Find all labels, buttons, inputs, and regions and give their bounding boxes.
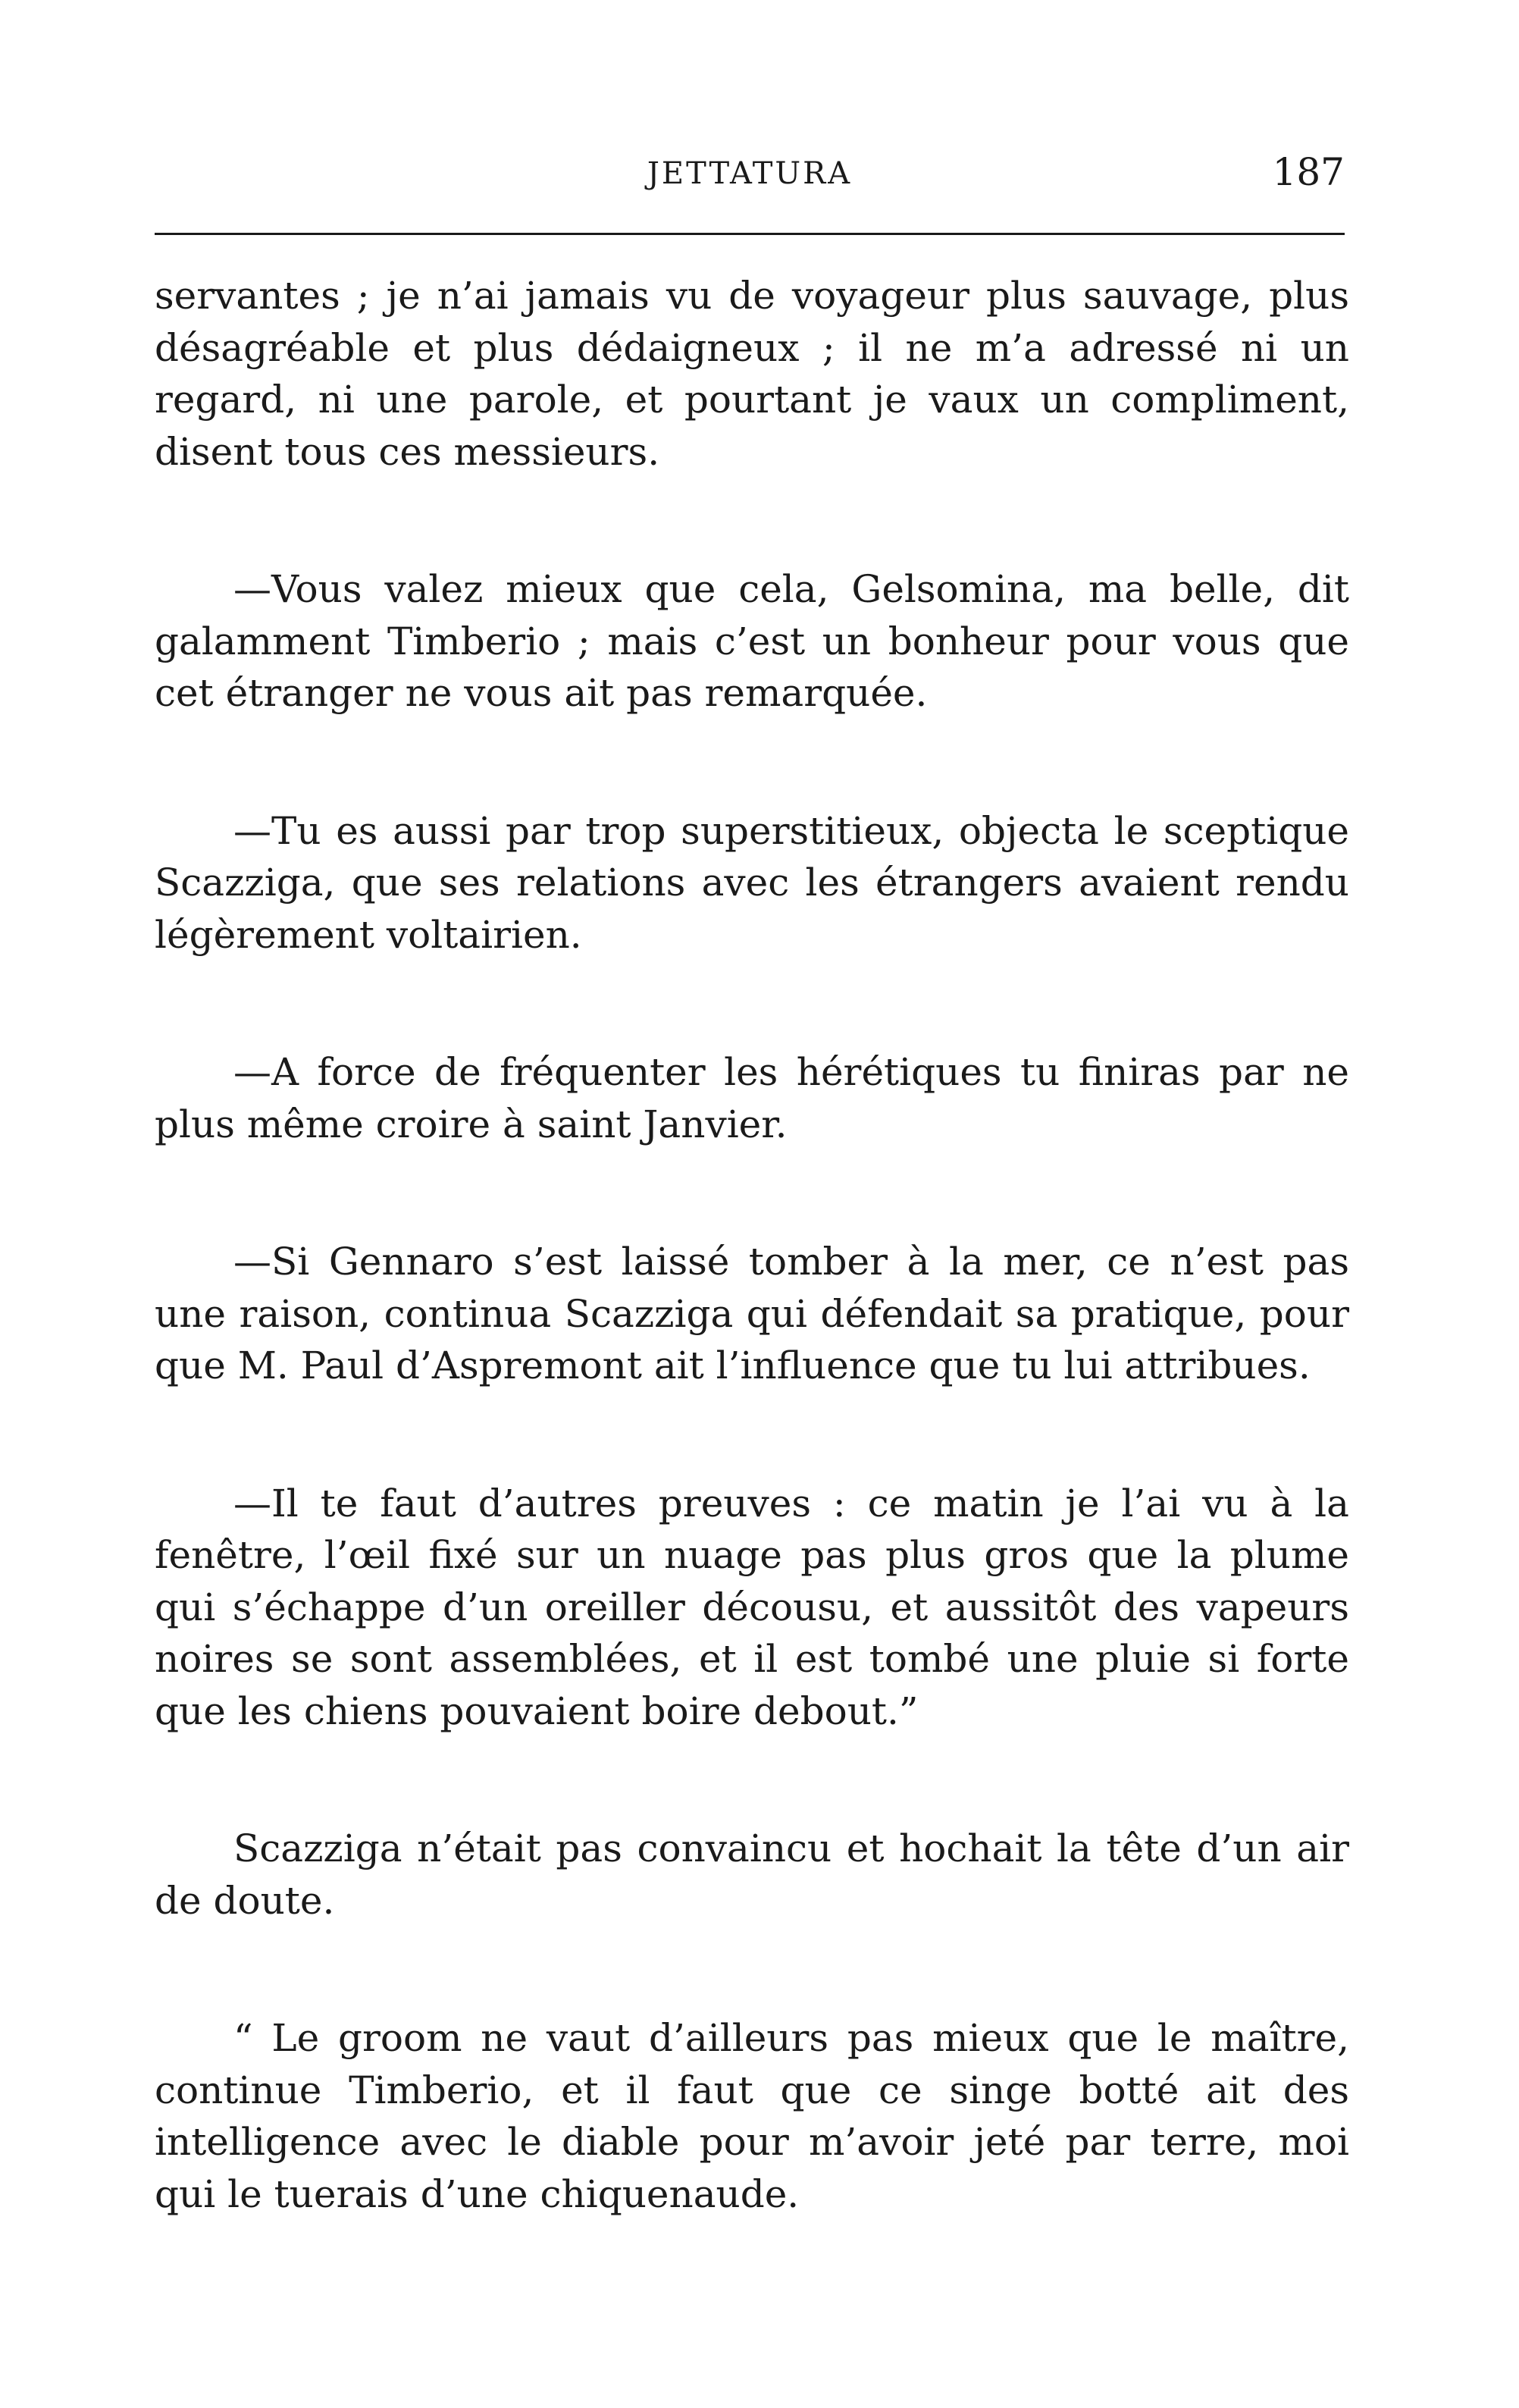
paragraph-dialogue: —Il te faut d’autres preuves : ce matin je l’ai vu à la fenêtre, l’œil fixé sur un nuage pas plus gros que la plume qui s’échappe d’un oreiller décousu, et aussitôt des vapeurs noires se sont assemblées, et il est tombé une pluie si forte que les chiens pouvaient boire debout.” [155, 1481, 1349, 1733]
body-text [155, 270, 1349, 2220]
page-number: 187 [1272, 150, 1345, 194]
paragraph-continuation: servantes ; je n’ai jamais vu de voyageur plus sauvage, plus désagréable et plus dédaigneux ; il ne m’a adressé ni un regard, ni une parole, et pourtant je vaux un compliment, disent tous ces messieurs. [155, 274, 1349, 474]
paragraph-dialogue: —Vous valez mieux que cela, Gelsomina, ma belle, dit galamment Timberio ; mais c’est un bonheur pour vous que cet étranger ne vous ait pas remarquée. [155, 567, 1349, 715]
header-rule [155, 233, 1345, 235]
running-head [155, 146, 1345, 206]
paragraph-dialogue: —A force de fréquenter les hérétiques tu finiras par ne plus même croire à saint Janvier. [155, 1050, 1349, 1146]
paragraph-dialogue: “ Le groom ne vaut d’ailleurs pas mieux que le maître, continue Timberio, et il faut que ce singe botté ait des intelligence avec le diable pour m’avoir jeté par terre, moi qui le tuerais d’une chiquenaude. [155, 2016, 1349, 2216]
running-title: JETTATURA [647, 156, 853, 191]
paragraph-dialogue: —Tu es aussi par trop superstitieux, objecta le sceptique Scazziga, que ses relations avec les étrangers avaient rendu légèrement voltairien. [155, 808, 1349, 957]
paragraph-narration: Scazziga n’était pas convaincu et hochait la tête d’un air de doute. [155, 1826, 1349, 1923]
paragraph-dialogue: —Si Gennaro s’est laissé tomber à la mer, ce n’est pas une raison, continua Scazziga qui défendait sa pratique, pour que M. Paul d’Aspremont ait l’influence que tu lui attribues. [155, 1240, 1349, 1387]
